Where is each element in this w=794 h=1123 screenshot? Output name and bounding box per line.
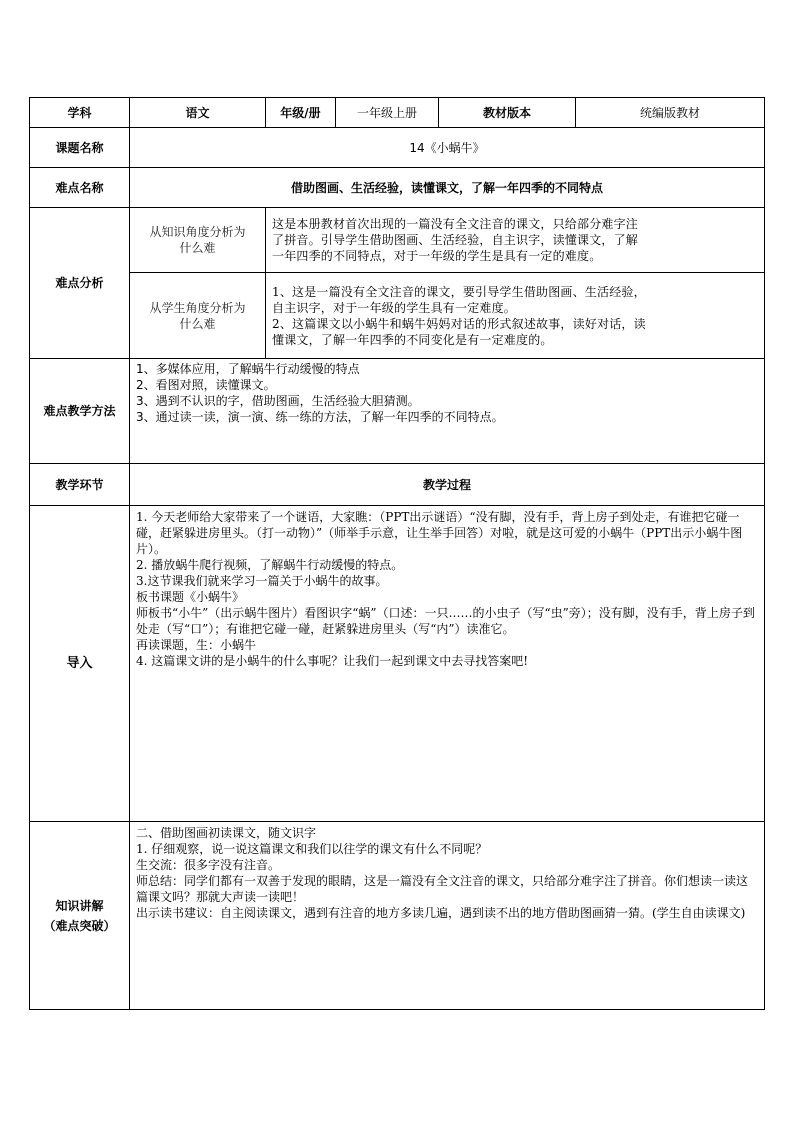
text-line: 这是本册教材首次出现的一篇没有全文注音的课文，只给部分难字注: [272, 217, 639, 231]
analysis-knowledge-row: [30, 208, 765, 273]
knowledge-content: [130, 822, 765, 1010]
analysis-label: 难点分析: [30, 208, 130, 359]
knowledge-paragraph: 出示读书建议：自主阅读课文，遇到有注音的地方多读几遍，遇到读不出的地方借助图画猜一猜。(学生自由读课文): [136, 906, 746, 920]
knowledge-label-line: （难点突破）: [43, 918, 116, 933]
intro-paragraph: 1. 今天老师给大家带来了一个谜语，大家瞧：（PPT出示谜语）“没有脚，没有手，背上房子到处走，有谁把它碰一碰，赶紧躲进房里头。（打一动物）”（师举手示意，让生举手回答）对啦，就是这可爱的小蜗牛（PPT出示小蜗牛图片）。: [136, 510, 743, 556]
intro-paragraph: 板书课题《小蜗牛》: [136, 590, 245, 604]
knowledge-angle-label-line: 从知识角度分析为: [149, 225, 246, 239]
difficulty-label: 难点名称: [30, 168, 130, 208]
method-item: 3、通过读一读，演一演、练一练的方法，了解一年四季的不同特点。: [136, 410, 504, 424]
method-item: 1、多媒体应用，了解蜗牛行动缓慢的特点: [136, 362, 360, 376]
text-line: 懂课文，了解一年四季的不同变化是有一定难度的。: [272, 332, 553, 347]
knowledge-label-line: 知识讲解: [55, 898, 104, 913]
method-item: 2、看图对照，读懂课文。: [136, 378, 276, 392]
methods-row: [30, 359, 765, 464]
methods-list: [130, 359, 765, 464]
header-row: [30, 98, 765, 128]
analysis-student-row: [30, 273, 765, 359]
intro-content: [130, 506, 765, 822]
grade-label: 年级/册: [266, 98, 336, 128]
knowledge-paragraph: 师总结：同学们都有一双善于发现的眼睛，这是一篇没有全文注音的课文，只给部分难字注了拼音。你们想读一读这篇课文吗？那就大声读一读吧！: [136, 874, 749, 904]
text-line: 了拼音。引导学生借助图画、生活经验，自主识字，读懂课文，了解: [272, 233, 639, 247]
student-angle-label-line: 什么难: [179, 316, 216, 331]
grade-value: 一年级上册: [336, 98, 439, 128]
text-line: 一年四季的不同特点，对于一年级的学生是具有一定的难度。: [272, 249, 602, 263]
subject-label: 学科: [30, 98, 130, 128]
knowledge-row: [30, 822, 765, 1010]
intro-paragraph: 4. 这篇课文讲的是小蜗牛的什么事呢？让我们一起到课文中去寻找答案吧!: [136, 654, 529, 668]
method-item: 3、遇到不认识的字，借助图画，生活经验大胆猜测。: [136, 394, 420, 408]
student-angle-label: [130, 273, 266, 359]
lesson-title: 14《小蜗牛》: [130, 128, 765, 168]
text-line: 2、这篇课文以小蜗牛和蜗牛妈妈对话的形式叙述故事，读好对话，读: [272, 316, 646, 331]
knowledge-label: [30, 822, 130, 1010]
methods-label: 难点教学方法: [30, 359, 130, 464]
stage-label: 教学环节: [30, 464, 130, 506]
knowledge-angle-text: [266, 208, 765, 273]
student-angle-text: [266, 273, 765, 359]
knowledge-paragraph: 生交流：很多字没有注音。: [136, 858, 281, 872]
lesson-row: [30, 128, 765, 168]
knowledge-paragraph: 二、借助图画初读课文，随文识字: [136, 826, 317, 840]
edition-value: 统编版教材: [576, 98, 765, 128]
intro-row: [30, 506, 765, 822]
text-line: 自主识字，对于一年级的学生具有一定难度。: [272, 300, 517, 315]
subject-value: 语文: [130, 98, 266, 128]
intro-paragraph: 2. 播放蜗牛爬行视频，了解蜗牛行动缓慢的特点。: [136, 558, 404, 572]
intro-paragraph: 师板书“小牛”（出示蜗牛图片）看图识字“蜗”（口述：一只……的小虫子（写“虫”旁）；没有脚，没有手，背上房子到处走（写“口”）；有谁把它碰一碰，赶紧躲进房里头（写“内”）读准它。: [136, 606, 755, 636]
knowledge-paragraph: 1. 仔细观察，说一说这篇课文和我们以往学的课文有什么不同呢？: [136, 842, 488, 856]
text-line: 1、这是一篇没有全文注音的课文，要引导学生借助图画、生活经验，: [272, 284, 646, 299]
process-label: 教学过程: [130, 464, 765, 506]
difficulty-value: 借助图画、生活经验，读懂课文，了解一年四季的不同特点: [130, 168, 765, 208]
student-angle-label-line: 从学生角度分析为: [149, 300, 246, 315]
knowledge-angle-label: [130, 208, 266, 273]
intro-paragraph: 再读课题，生：小蜗牛: [136, 638, 257, 652]
knowledge-angle-label-line: 什么难: [179, 241, 216, 255]
lesson-plan-table: [29, 97, 765, 1010]
intro-paragraph: 3.这节课我们就来学习一篇关于小蜗牛的故事。: [136, 574, 388, 588]
lesson-label: 课题名称: [30, 128, 130, 168]
process-header-row: [30, 464, 765, 506]
difficulty-row: [30, 168, 765, 208]
edition-label: 教材版本: [439, 98, 576, 128]
intro-label: 导入: [30, 506, 130, 822]
